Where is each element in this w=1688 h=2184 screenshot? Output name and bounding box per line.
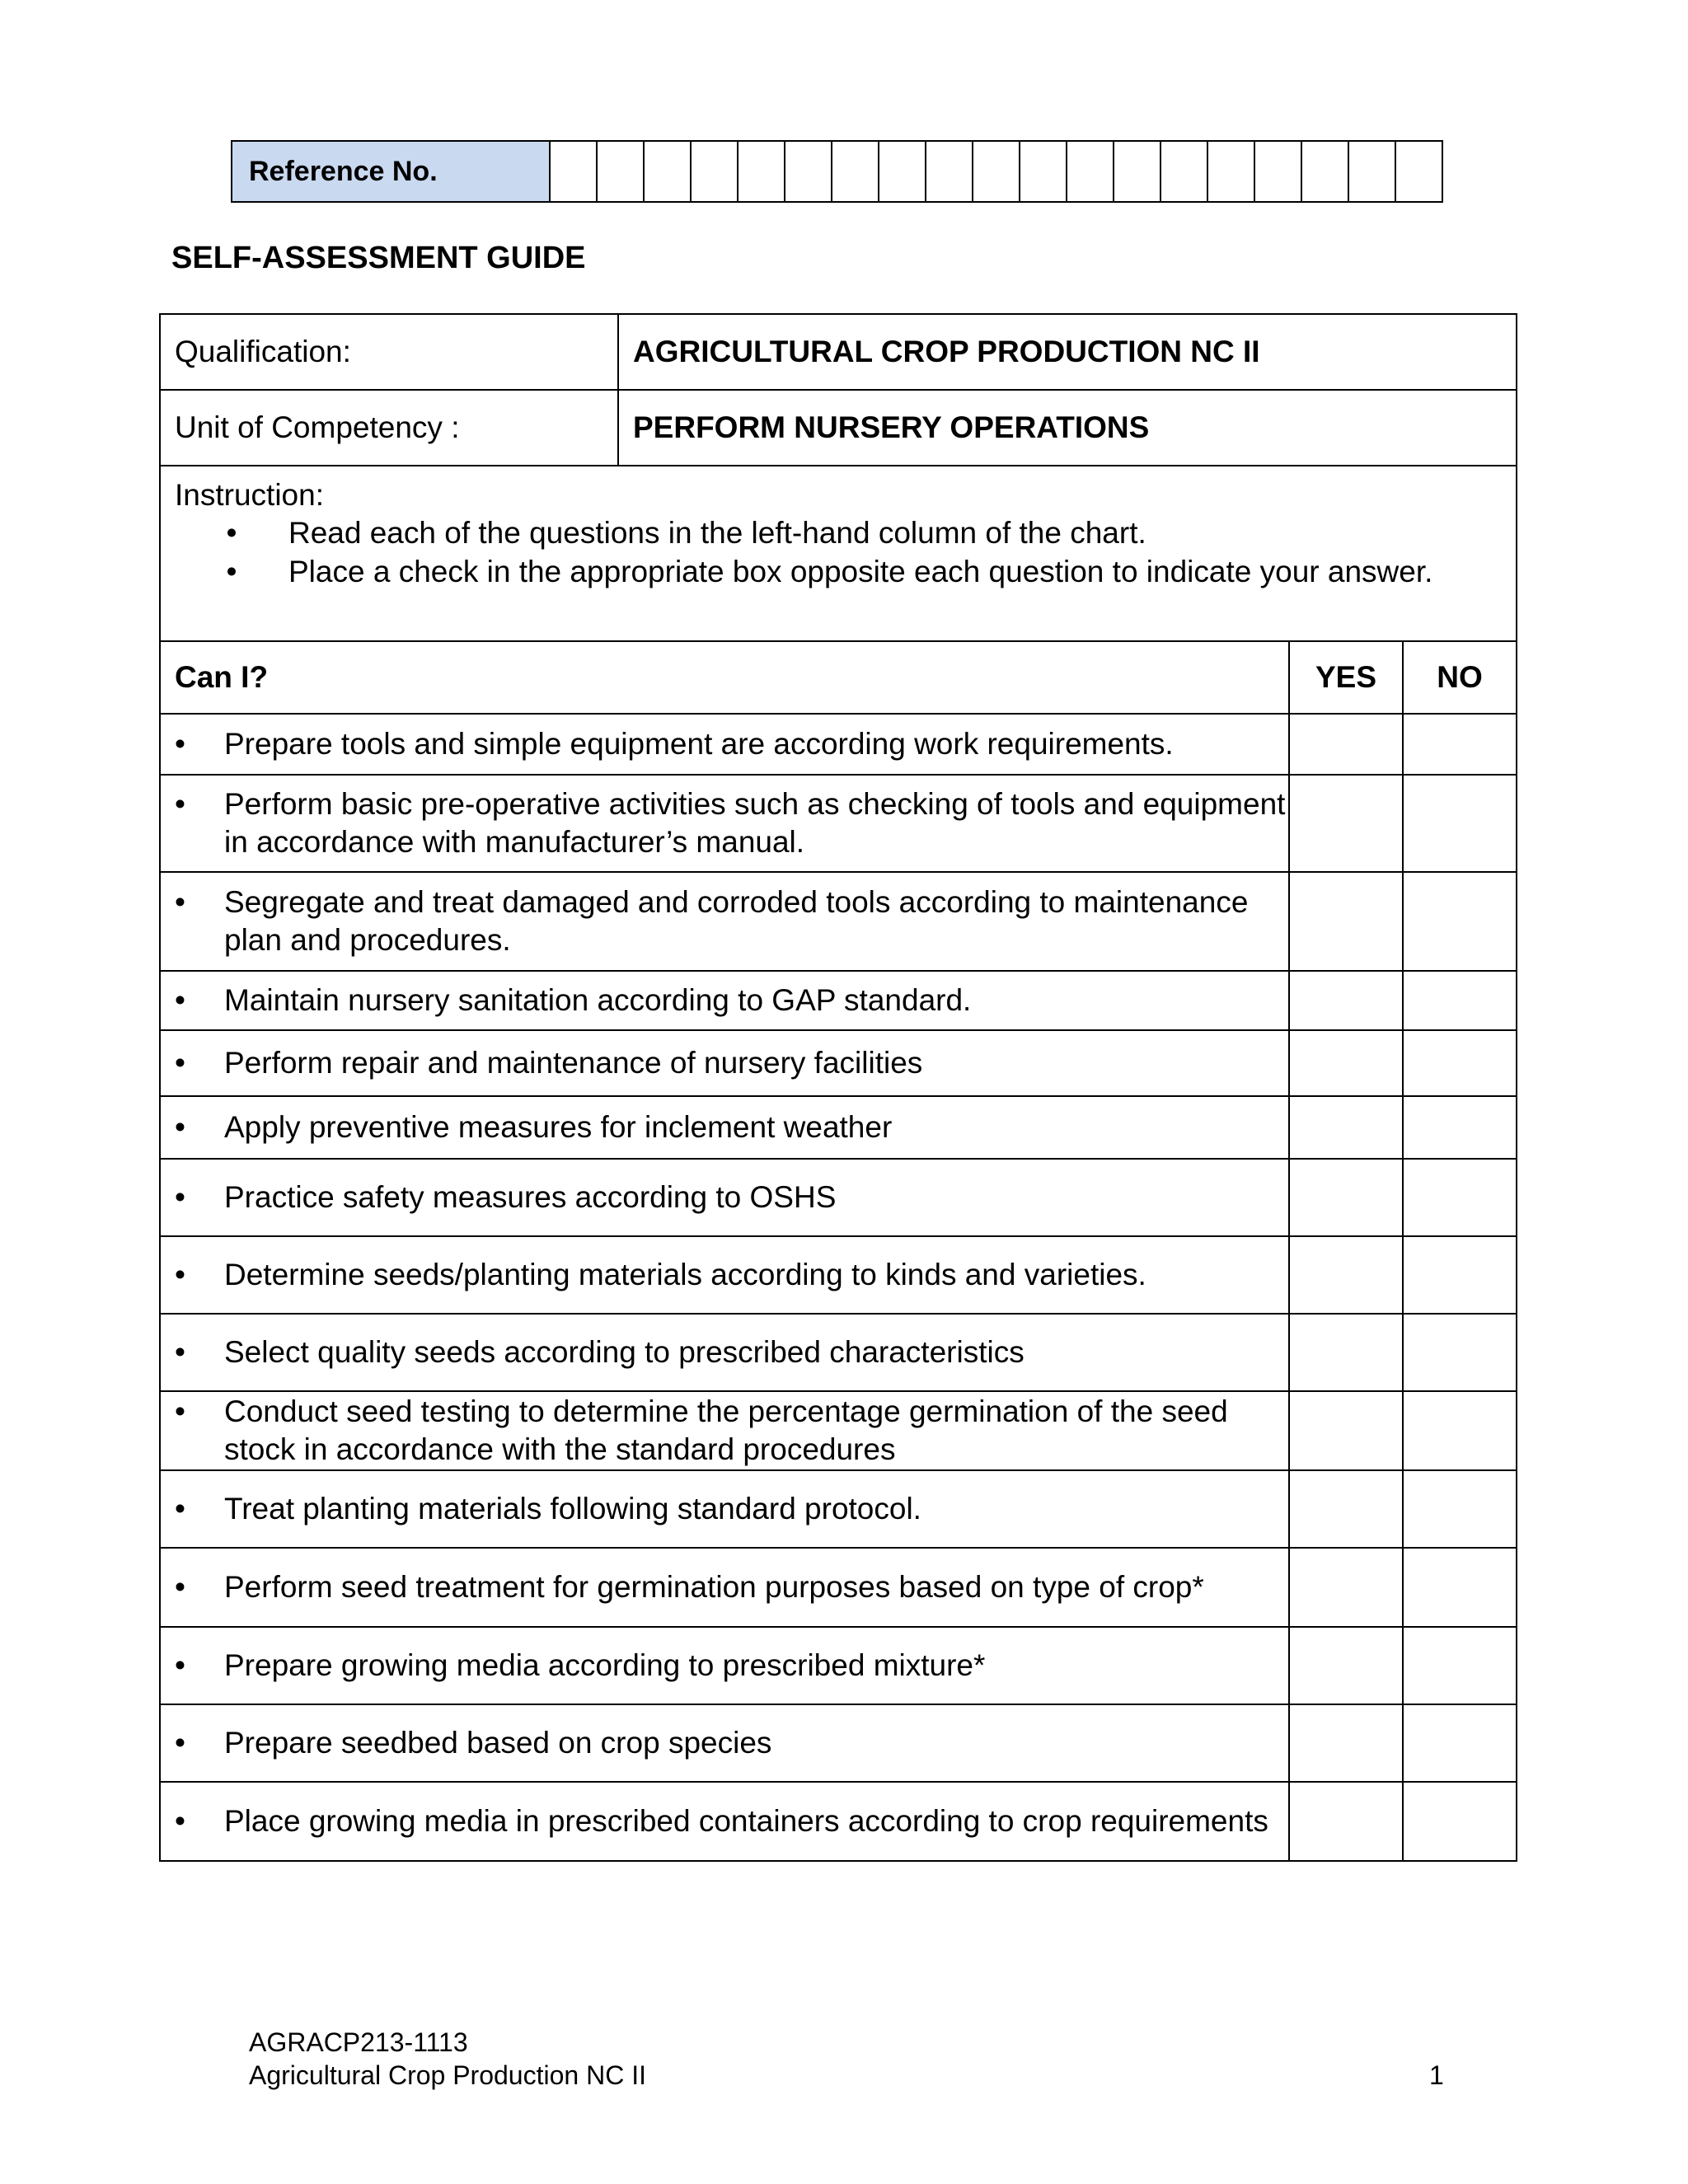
no-checkbox[interactable]	[1403, 971, 1517, 1030]
table-row	[160, 1096, 1517, 1159]
reference-box[interactable]	[879, 141, 926, 202]
table-row	[160, 714, 1517, 775]
unit-label: Unit of Competency :	[160, 390, 618, 466]
table-row	[160, 1236, 1517, 1314]
reference-box[interactable]	[785, 141, 832, 202]
reference-box[interactable]	[597, 141, 644, 202]
no-checkbox[interactable]	[1403, 1704, 1517, 1782]
footer-title: Agricultural Crop Production NC II	[249, 2060, 646, 2090]
instruction-label: Instruction:	[175, 478, 324, 512]
footer-code: AGRACP213-1113	[249, 2027, 468, 2057]
no-checkbox[interactable]	[1403, 1236, 1517, 1314]
reference-box[interactable]	[1160, 141, 1207, 202]
yes-checkbox[interactable]	[1289, 971, 1403, 1030]
bullet-icon: •	[175, 1109, 185, 1144]
reference-box[interactable]	[738, 141, 785, 202]
table-row	[160, 1314, 1517, 1391]
yes-header: YES	[1289, 641, 1403, 714]
checklist-item: • Treat planting materials following standard protocol.	[160, 1470, 1289, 1548]
yes-checkbox[interactable]	[1289, 1391, 1403, 1470]
bullet-icon: •	[175, 1569, 185, 1604]
checklist-item: • Perform basic pre-operative activities such as checking of tools and equipment in accordance with manufacturer’s manual.	[160, 775, 1289, 872]
reference-box[interactable]	[1301, 141, 1348, 202]
checklist-item: • Apply preventive measures for inclement weather	[160, 1096, 1289, 1159]
table-row	[160, 1704, 1517, 1782]
table-row	[160, 775, 1517, 872]
reference-box[interactable]	[1207, 141, 1254, 202]
table-row	[160, 872, 1517, 971]
reference-box[interactable]	[1067, 141, 1114, 202]
reference-box[interactable]	[644, 141, 691, 202]
yes-checkbox[interactable]	[1289, 1782, 1403, 1861]
table-row	[160, 971, 1517, 1030]
bullet-icon: •	[175, 884, 185, 919]
bullet-icon: •	[175, 982, 185, 1017]
qualification-label: Qualification:	[160, 314, 618, 390]
reference-box[interactable]	[926, 141, 973, 202]
table-row	[160, 1391, 1517, 1470]
bullet-icon: •	[226, 516, 237, 551]
no-checkbox[interactable]	[1403, 1627, 1517, 1704]
no-checkbox[interactable]	[1403, 1548, 1517, 1627]
checklist-item: • Place growing media in prescribed containers according to crop requirements	[160, 1782, 1289, 1861]
bullet-icon: •	[175, 1257, 185, 1291]
reference-box[interactable]	[1348, 141, 1395, 202]
checklist-item: • Prepare growing media according to prescribed mixture*	[160, 1627, 1289, 1704]
reference-number-strip	[231, 140, 1443, 203]
instruction-item: • Read each of the questions in the left-hand column of the chart.	[175, 514, 1516, 552]
unit-value: PERFORM NURSERY OPERATIONS	[618, 390, 1517, 466]
yes-checkbox[interactable]	[1289, 1096, 1403, 1159]
checklist-item: • Conduct seed testing to determine the percentage germination of the seed stock in accordance with the standard procedures	[160, 1391, 1289, 1470]
page-number: 1	[1429, 2060, 1444, 2090]
bullet-icon: •	[175, 726, 185, 761]
yes-checkbox[interactable]	[1289, 775, 1403, 872]
bullet-icon: •	[175, 1491, 185, 1526]
self-assessment-table	[159, 313, 1517, 1862]
qualification-value: AGRICULTURAL CROP PRODUCTION NC II	[618, 314, 1517, 390]
reference-box[interactable]	[832, 141, 879, 202]
checklist-item: • Prepare seedbed based on crop species	[160, 1704, 1289, 1782]
reference-box[interactable]	[973, 141, 1020, 202]
yes-checkbox[interactable]	[1289, 1030, 1403, 1096]
no-checkbox[interactable]	[1403, 872, 1517, 971]
yes-checkbox[interactable]	[1289, 1627, 1403, 1704]
no-checkbox[interactable]	[1403, 775, 1517, 872]
checklist-item: • Perform repair and maintenance of nursery facilities	[160, 1030, 1289, 1096]
reference-label: Reference No.	[232, 141, 550, 202]
yes-checkbox[interactable]	[1289, 1236, 1403, 1314]
no-checkbox[interactable]	[1403, 1096, 1517, 1159]
checklist-item: • Segregate and treat damaged and corroded tools according to maintenance plan and procedures.	[160, 872, 1289, 971]
checklist-item: • Maintain nursery sanitation according to GAP standard.	[160, 971, 1289, 1030]
page-title: SELF-ASSESSMENT GUIDE	[171, 241, 586, 275]
instruction-list	[175, 514, 1516, 591]
no-checkbox[interactable]	[1403, 1782, 1517, 1861]
bullet-icon: •	[175, 1725, 185, 1760]
instruction-cell	[160, 466, 1517, 641]
table-row	[160, 1470, 1517, 1548]
no-header: NO	[1403, 641, 1517, 714]
bullet-icon: •	[175, 786, 185, 821]
table-row	[160, 1548, 1517, 1627]
checklist-item: • Perform seed treatment for germination purposes based on type of crop*	[160, 1548, 1289, 1627]
table-row	[160, 1159, 1517, 1236]
yes-checkbox[interactable]	[1289, 1314, 1403, 1391]
table-row	[160, 1627, 1517, 1704]
yes-checkbox[interactable]	[1289, 1548, 1403, 1627]
no-checkbox[interactable]	[1403, 1030, 1517, 1096]
no-checkbox[interactable]	[1403, 1314, 1517, 1391]
bullet-icon: •	[175, 1647, 185, 1682]
table-row	[160, 1782, 1517, 1861]
reference-box[interactable]	[550, 141, 597, 202]
reference-box[interactable]	[1020, 141, 1067, 202]
checklist-item: • Determine seeds/planting materials according to kinds and varieties.	[160, 1236, 1289, 1314]
no-checkbox[interactable]	[1403, 1470, 1517, 1548]
yes-checkbox[interactable]	[1289, 1704, 1403, 1782]
yes-checkbox[interactable]	[1289, 872, 1403, 971]
bullet-icon: •	[175, 1394, 185, 1428]
can-i-header: Can I?	[160, 641, 1289, 714]
yes-checkbox[interactable]	[1289, 1470, 1403, 1548]
no-checkbox[interactable]	[1403, 1391, 1517, 1470]
reference-box[interactable]	[1254, 141, 1301, 202]
reference-box[interactable]	[1395, 141, 1442, 202]
instruction-item: • Place a check in the appropriate box opposite each question to indicate your answer.	[175, 553, 1516, 591]
yes-checkbox[interactable]	[1289, 714, 1403, 775]
checklist-item: • Prepare tools and simple equipment are according work requirements.	[160, 714, 1289, 775]
no-checkbox[interactable]	[1403, 714, 1517, 775]
reference-box[interactable]	[1114, 141, 1160, 202]
checklist-item: • Practice safety measures according to OSHS	[160, 1159, 1289, 1236]
table-row	[160, 1030, 1517, 1096]
checklist-item: • Select quality seeds according to prescribed characteristics	[160, 1314, 1289, 1391]
bullet-icon: •	[175, 1045, 185, 1080]
bullet-icon: •	[175, 1803, 185, 1838]
bullet-icon: •	[175, 1334, 185, 1369]
reference-box[interactable]	[691, 141, 738, 202]
bullet-icon: •	[175, 1179, 185, 1214]
bullet-icon: •	[226, 554, 237, 588]
yes-checkbox[interactable]	[1289, 1159, 1403, 1236]
no-checkbox[interactable]	[1403, 1159, 1517, 1236]
